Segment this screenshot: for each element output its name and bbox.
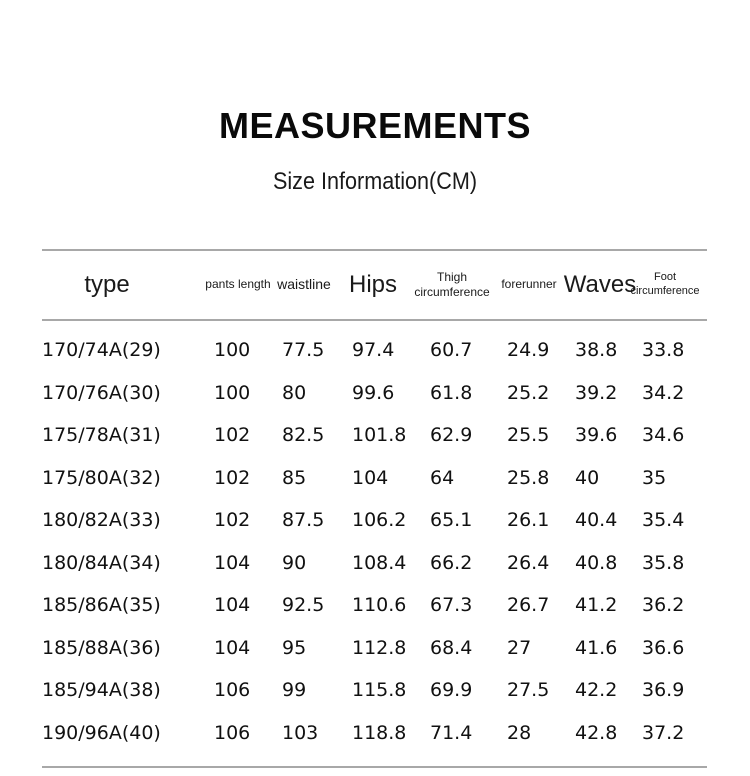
cell-pants-length: 100 <box>214 381 251 404</box>
header-forerunner: forerunner <box>501 277 557 291</box>
table-row <box>0 584 750 627</box>
cell-waves: 40.8 <box>575 551 618 574</box>
cell-type: 185/94A(38) <box>42 679 161 701</box>
cell-foot: 34.2 <box>642 381 685 404</box>
cell-hips: 97.4 <box>352 339 395 361</box>
cell-type: 175/80A(32) <box>42 466 161 489</box>
cell-pants-length: 104 <box>214 551 251 574</box>
table-row <box>0 457 750 500</box>
header-foot-circumference: Foot circumference <box>630 270 700 297</box>
cell-waves: 40 <box>575 466 600 489</box>
cell-type: 190/96A(40) <box>42 721 161 744</box>
cell-waves: 39.6 <box>575 424 618 446</box>
cell-thigh: 61.8 <box>430 381 473 404</box>
cell-thigh: 62.9 <box>430 424 473 446</box>
cell-forerunner: 25.8 <box>507 466 550 489</box>
cell-waistline: 85 <box>282 466 307 489</box>
header-hips: Hips <box>348 270 397 298</box>
header-waistline: waistline <box>277 275 331 292</box>
cell-pants-length: 102 <box>214 424 251 446</box>
cell-forerunner: 24.9 <box>507 339 550 361</box>
table-row <box>0 329 750 372</box>
cell-forerunner: 26.1 <box>507 509 550 531</box>
cell-hips: 101.8 <box>352 424 407 446</box>
cell-waistline: 90 <box>282 551 307 574</box>
cell-hips: 104 <box>352 466 389 489</box>
cell-hips: 99.6 <box>352 381 395 404</box>
header-pants-length: pants length <box>205 277 271 291</box>
cell-foot: 37.2 <box>642 721 685 744</box>
cell-pants-length: 102 <box>214 509 251 531</box>
cell-waves: 40.4 <box>575 509 618 531</box>
cell-forerunner: 26.7 <box>507 594 550 616</box>
cell-hips: 106.2 <box>352 509 407 531</box>
cell-waistline: 99 <box>282 679 307 701</box>
table-body <box>0 329 750 754</box>
cell-thigh: 68.4 <box>430 636 473 659</box>
table-bottom-rule <box>42 766 707 768</box>
cell-waistline: 77.5 <box>282 339 325 361</box>
cell-hips: 115.8 <box>352 679 407 701</box>
cell-type: 185/88A(36) <box>42 636 161 659</box>
cell-hips: 112.8 <box>352 636 407 659</box>
cell-thigh: 69.9 <box>430 679 473 701</box>
cell-foot: 36.9 <box>642 679 685 701</box>
cell-foot: 36.2 <box>642 594 685 616</box>
cell-waves: 39.2 <box>575 381 618 404</box>
cell-thigh: 66.2 <box>430 551 473 574</box>
page-title: MEASUREMENTS <box>218 105 532 146</box>
table-row <box>0 712 750 755</box>
cell-foot: 35.8 <box>642 551 685 574</box>
cell-hips: 118.8 <box>352 721 407 744</box>
cell-type: 180/84A(34) <box>42 551 161 574</box>
cell-foot: 35 <box>642 466 667 489</box>
cell-forerunner: 27.5 <box>507 679 550 701</box>
cell-hips: 110.6 <box>352 594 407 616</box>
cell-thigh: 71.4 <box>430 721 473 744</box>
cell-type: 170/74A(29) <box>42 339 161 361</box>
cell-foot: 35.4 <box>642 509 685 531</box>
cell-thigh: 64 <box>430 466 455 489</box>
cell-thigh: 65.1 <box>430 509 473 531</box>
header-thigh-circumference: Thigh circumference <box>414 269 490 299</box>
page-subtitle: Size Information(CM) <box>272 168 478 195</box>
cell-waistline: 80 <box>282 381 307 404</box>
cell-forerunner: 25.5 <box>507 424 550 446</box>
cell-pants-length: 100 <box>214 339 251 361</box>
cell-foot: 34.6 <box>642 424 685 446</box>
header-type: type <box>84 270 130 298</box>
cell-thigh: 67.3 <box>430 594 473 616</box>
table-row <box>0 372 750 415</box>
cell-type: 170/76A(30) <box>42 381 161 404</box>
cell-type: 180/82A(33) <box>42 509 161 531</box>
table-row <box>0 499 750 542</box>
cell-hips: 108.4 <box>352 551 407 574</box>
table-row <box>0 627 750 670</box>
table-row <box>0 542 750 585</box>
cell-pants-length: 102 <box>214 466 251 489</box>
cell-type: 175/78A(31) <box>42 424 161 446</box>
cell-pants-length: 106 <box>214 721 251 744</box>
cell-waistline: 95 <box>282 636 307 659</box>
cell-pants-length: 106 <box>214 679 251 701</box>
cell-type: 185/86A(35) <box>42 594 161 616</box>
cell-forerunner: 25.2 <box>507 381 550 404</box>
table-header-rule <box>42 319 707 321</box>
cell-waves: 42.2 <box>575 679 618 701</box>
cell-waves: 41.6 <box>575 636 618 659</box>
cell-waves: 38.8 <box>575 339 618 361</box>
cell-waistline: 92.5 <box>282 594 325 616</box>
cell-foot: 36.6 <box>642 636 685 659</box>
cell-pants-length: 104 <box>214 594 251 616</box>
cell-forerunner: 27 <box>507 636 532 659</box>
cell-pants-length: 104 <box>214 636 251 659</box>
cell-waves: 41.2 <box>575 594 618 616</box>
cell-waistline: 103 <box>282 721 319 744</box>
table-row <box>0 414 750 457</box>
cell-waistline: 87.5 <box>282 509 325 531</box>
cell-forerunner: 28 <box>507 721 532 744</box>
cell-waistline: 82.5 <box>282 424 325 446</box>
cell-thigh: 60.7 <box>430 339 473 361</box>
cell-foot: 33.8 <box>642 339 685 361</box>
table-row <box>0 669 750 712</box>
header-waves: Waves <box>563 270 637 298</box>
cell-forerunner: 26.4 <box>507 551 550 574</box>
cell-waves: 42.8 <box>575 721 618 744</box>
